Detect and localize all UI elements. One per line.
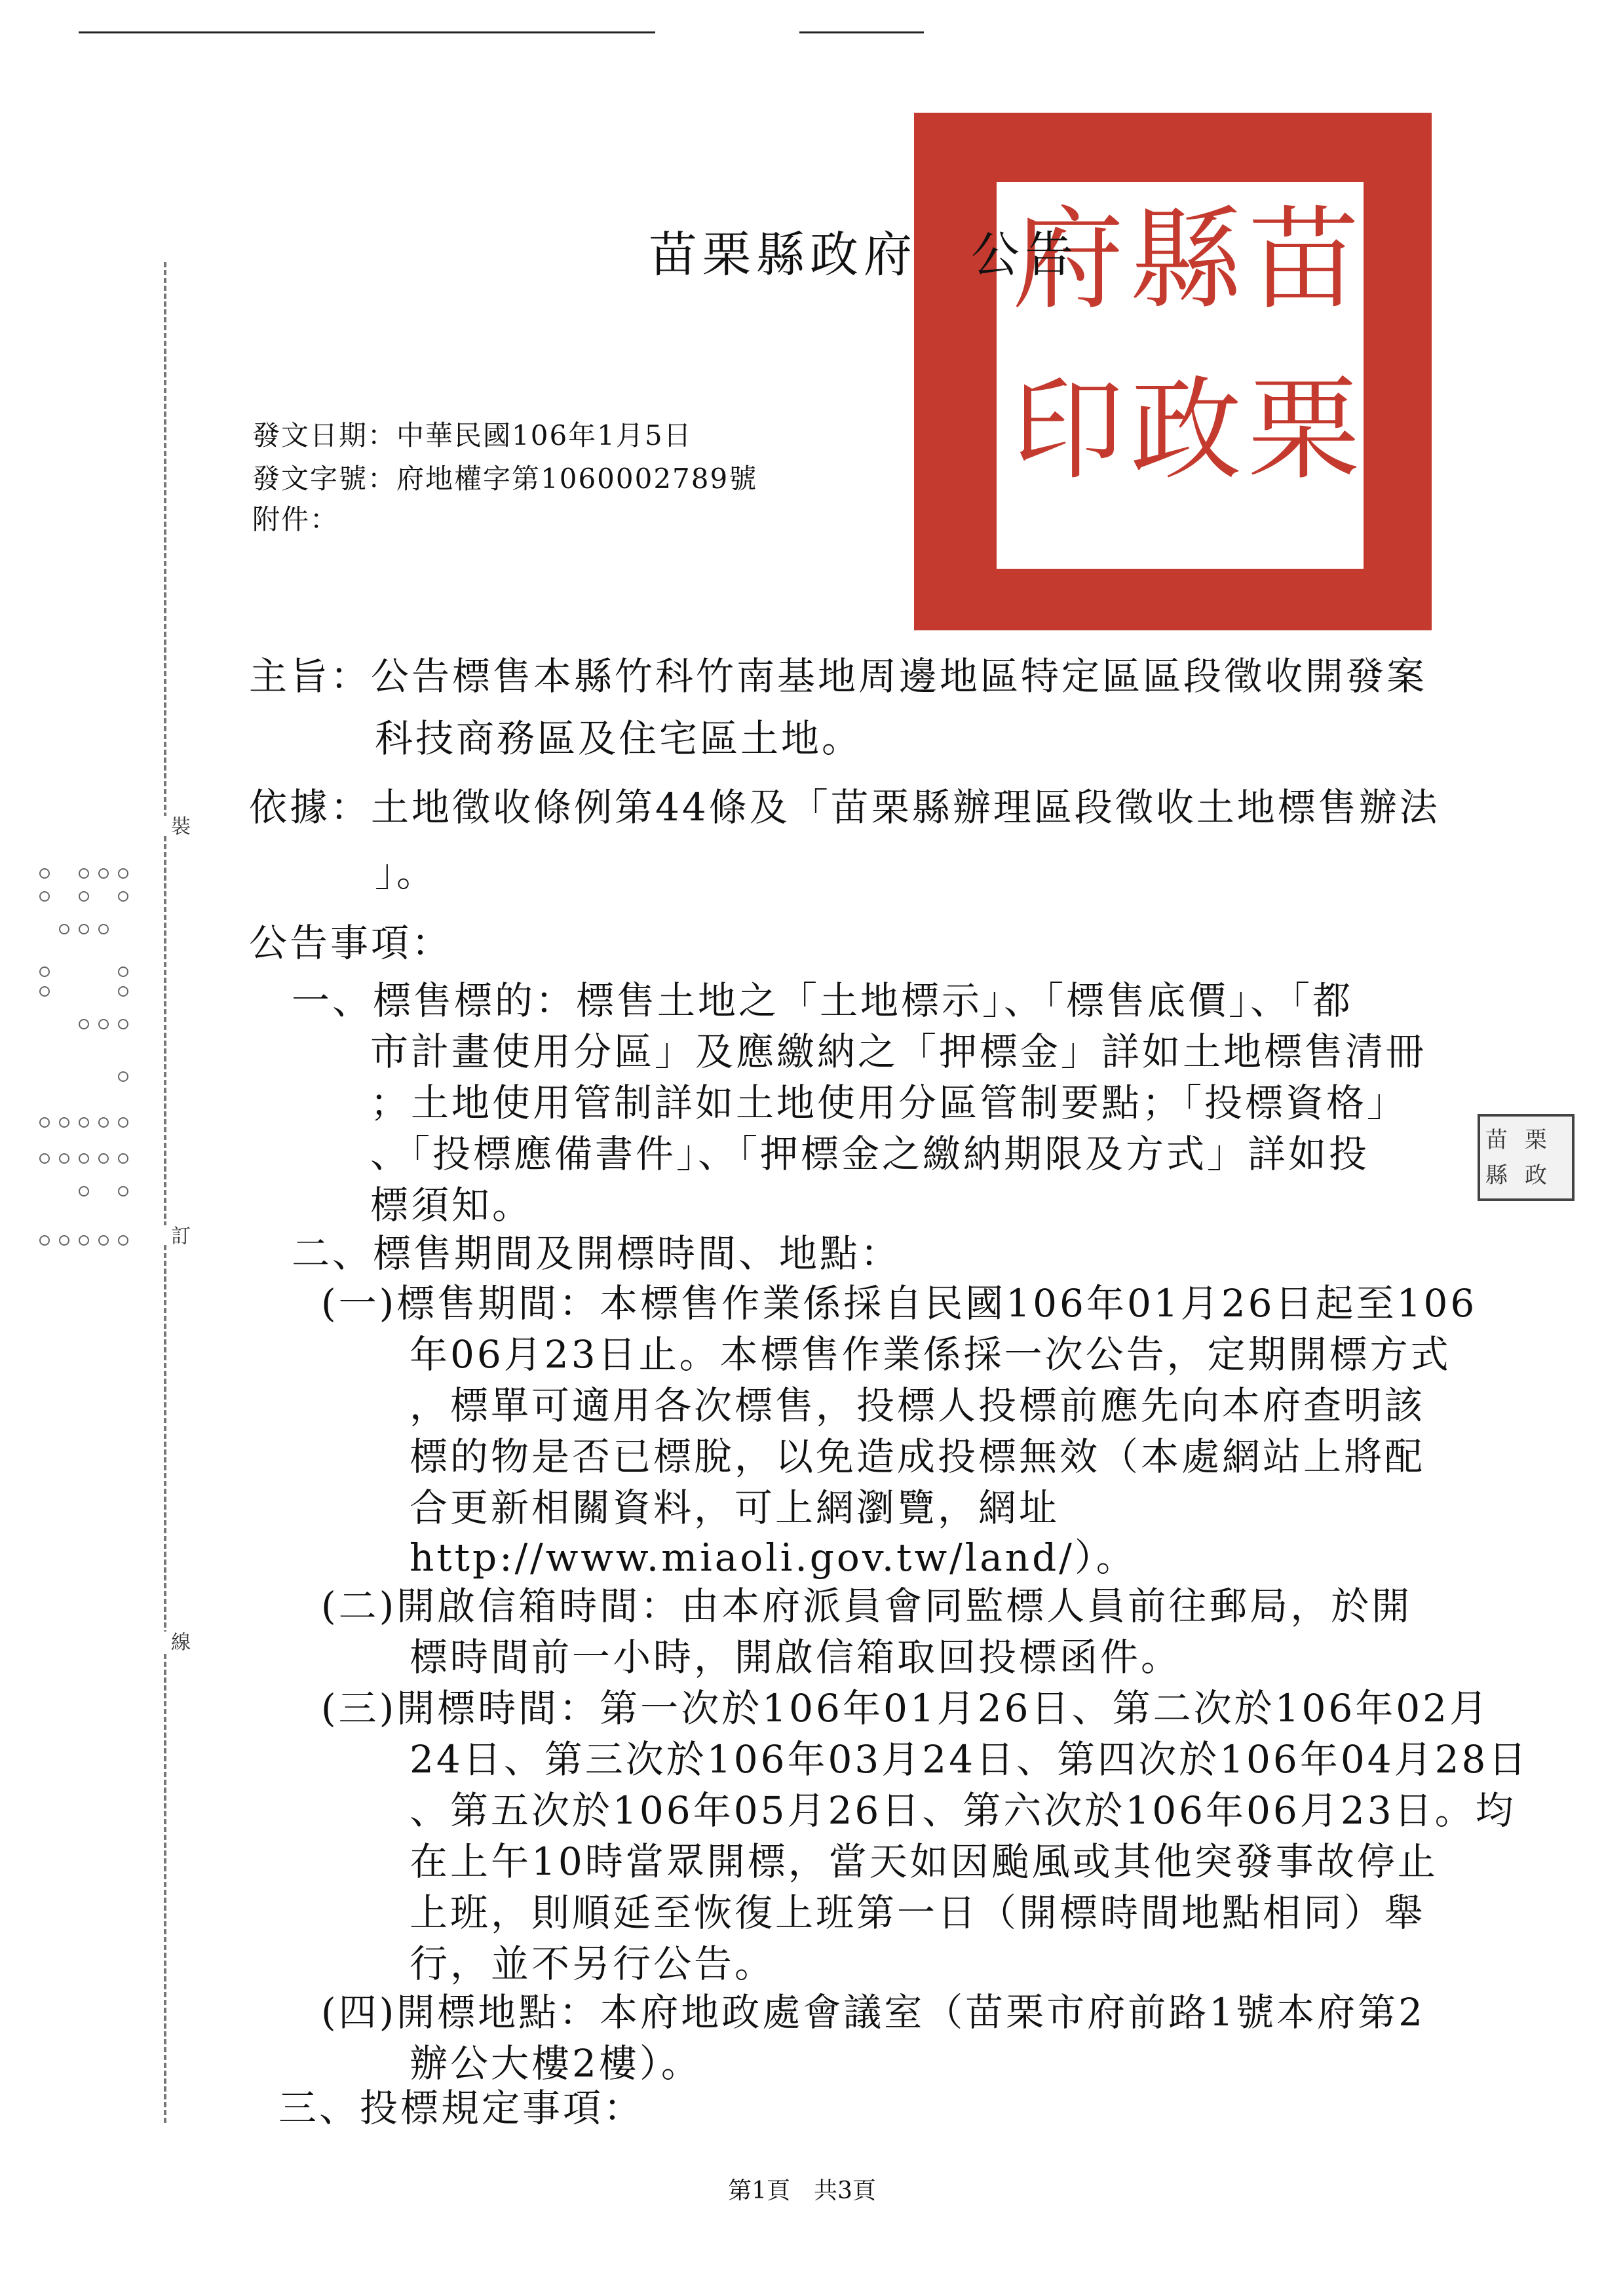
basis-line-2: 」。	[375, 851, 438, 895]
item-2b-line-1: (二)開啟信箱時間：由本府派員會同監標人員前往郵局，於開	[321, 1584, 1413, 1628]
item-2-heading: 二、標售期間及開標時間、地點：	[292, 1231, 902, 1276]
item-1-line-5: 標須知。	[370, 1183, 533, 1227]
item-2c-line-4: 在上午10時當眾開標，當天如因颱風或其他突發事故停止	[410, 1839, 1438, 1884]
scan-line-top-right	[799, 31, 924, 33]
item-3-heading: 三、投標規定事項：	[278, 2086, 645, 2130]
subject-line-2: 科技商務區及住宅區土地。	[375, 716, 863, 761]
government-seal	[914, 113, 1432, 630]
item-2a-line-4: 標的物是否已標脫，以免造成投標無效（本處網站上將配	[410, 1434, 1426, 1479]
item-2a-url: http://www.miaoli.gov.tw/land/）。	[410, 1535, 1137, 1580]
item-2a-line-5: 合更新相關資料，可上網瀏覽，網址	[410, 1485, 1060, 1530]
seal-glyph: 印	[1012, 366, 1124, 495]
item-2c-line-6: 行，並不另行公告。	[410, 1942, 776, 1986]
item-2a-line-1: (一)標售期間：本標售作業係採自民國106年01月26日起至106	[321, 1281, 1478, 1326]
binding-line	[164, 262, 166, 2123]
page-title: 苗栗縣政府 公告	[649, 227, 1079, 283]
small-seal-glyph: 政	[1525, 1162, 1547, 1189]
binding-label-top: 裝	[164, 816, 193, 835]
scan-line-top	[79, 31, 655, 33]
items-heading: 公告事項：	[249, 921, 453, 965]
seal-glyph: 政	[1130, 366, 1242, 495]
item-1-line-4: 、「投標應備書件」、「押標金之繳納期限及方式」詳如投	[370, 1132, 1370, 1176]
item-2c-line-3: 、第五次於106年05月26日、第六次於106年06月23日。均	[410, 1788, 1516, 1833]
seal-glyph: 縣	[1130, 195, 1242, 325]
small-seal-glyph: 苗	[1485, 1127, 1508, 1153]
subject-line-1: 主旨：公告標售本縣竹科竹南基地周邊地區特定區區段徵收開發案	[249, 654, 1428, 698]
item-1-line-3: ；土地使用管制詳如土地使用分區管制要點；「投標資格」	[370, 1081, 1408, 1125]
item-2a-line-2: 年06月23日止。本標售作業係採一次公告，定期開標方式	[410, 1332, 1451, 1377]
seal-glyph: 府	[1012, 195, 1124, 325]
small-seal	[1478, 1114, 1575, 1201]
issue-date: 發文日期：中華民國106年1月5日	[252, 419, 693, 451]
binding-label-mid: 訂	[164, 1225, 193, 1245]
seal-glyph: 栗	[1248, 366, 1360, 495]
item-2c-line-5: 上班，則順延至恢復上班第一日（開標時間地點相同）舉	[410, 1890, 1426, 1935]
item-2d-line-1: (四)開標地點：本府地政處會議室（苗栗市府前路1號本府第2	[321, 1990, 1426, 2035]
item-2b-line-2: 標時間前一小時，開啟信箱取回投標函件。	[410, 1635, 1182, 1679]
attachment: 附件：	[252, 503, 339, 535]
basis-line-1: 依據：土地徵收條例第44條及「苗栗縣辦理區段徵收土地標售辦法	[249, 785, 1440, 830]
item-1-line-2: 市計畫使用分區」及應繳納之「押標金」詳如土地標售清冊	[370, 1029, 1427, 1074]
document-number: 發文字號：府地權字第1060002789號	[252, 463, 758, 495]
item-1-line-1: 一、標售標的：標售土地之「土地標示」、「標售底價」、「都	[292, 978, 1354, 1023]
item-2a-line-3: ，標單可適用各次標售，投標人投標前應先向本府查明該	[410, 1383, 1426, 1428]
item-2c-line-1: (三)開標時間：第一次於106年01月26日、第二次於106年02月	[321, 1686, 1491, 1731]
item-2d-line-2: 辦公大樓2樓）。	[410, 2041, 702, 2086]
page-number: 第1頁 共3頁	[728, 2177, 876, 2204]
binding-label-bottom: 線	[164, 1632, 193, 1651]
seal-glyph: 苗	[1248, 195, 1360, 325]
small-seal-glyph: 縣	[1485, 1162, 1508, 1189]
item-2c-line-2: 24日、第三次於106年03月24日、第四次於106年04月28日	[410, 1737, 1529, 1782]
small-seal-glyph: 栗	[1525, 1127, 1547, 1153]
